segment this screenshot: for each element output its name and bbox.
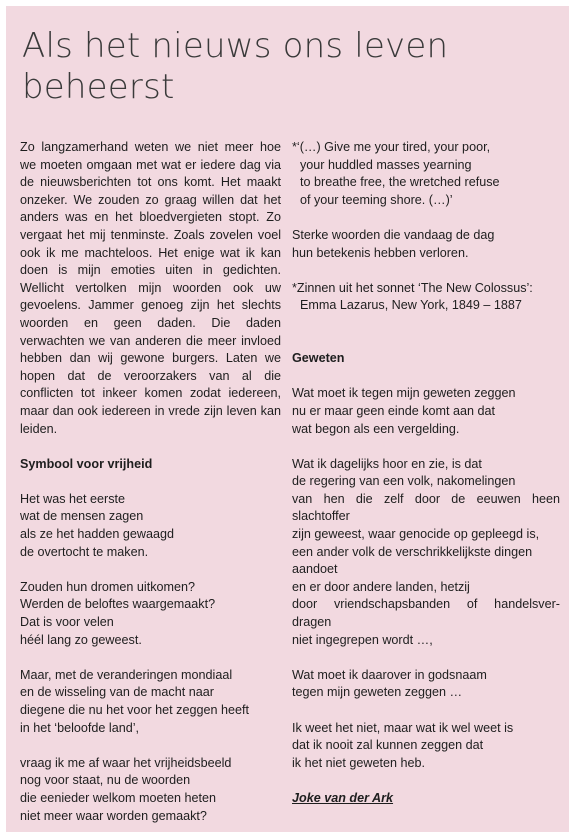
poem-line: vraag ik me af waar het vrijheidsbeeld <box>20 755 232 770</box>
footnote-line: Emma Lazarus, New York, 1849 – 1887 <box>300 298 522 313</box>
closing-line: hun betekenis hebben verloren. <box>292 245 469 260</box>
quote-line: your huddled masses yearning <box>300 157 472 172</box>
poem1-stanza3 <box>20 667 281 737</box>
author-signature: Joke van der Ark <box>292 790 394 805</box>
poem-title-symbool: Symbool voor vrijheid <box>20 456 153 471</box>
right-column <box>292 139 560 808</box>
poem-title-geweten: Geweten <box>292 351 345 366</box>
article-page <box>6 6 569 832</box>
footnote-line: *Zinnen uit het sonnet ‘The New Colossus’: <box>292 280 533 295</box>
poem1-stanza1 <box>20 491 281 561</box>
poem-line: de regering van een volk, nakomelingen <box>292 474 516 489</box>
poem-line: Wat moet ik tegen mijn geweten zeggen <box>292 386 516 401</box>
poem-line: dragen <box>292 615 332 630</box>
poem1-stanza4 <box>20 755 281 825</box>
poem2-stanza1 <box>292 385 560 438</box>
poem2-stanza3 <box>292 667 560 702</box>
colossus-quote <box>292 139 560 209</box>
poem-line: door vriendschapsbanden of handelsver- <box>292 597 560 612</box>
poem-line: een ander volk de verschrikkelijkste dingen <box>292 544 533 559</box>
poem-line: en de wisseling van de macht naar <box>20 685 214 700</box>
poem-line: als ze het hadden gewaagd <box>20 527 175 542</box>
poem-line: dat ik nooit zal kunnen zeggen dat <box>292 738 484 753</box>
left-column <box>20 139 281 825</box>
poem-line: Werden de beloftes waargemaakt? <box>20 597 216 612</box>
poem-line: Zouden hun dromen uitkomen? <box>20 579 196 594</box>
poem2-stanza2 <box>292 456 560 650</box>
quote-line: of your teeming shore. (…)’ <box>300 192 453 207</box>
poem-line: diegene die nu het voor het zeggen heeft <box>20 703 249 717</box>
quote-line: *‘(…) Give me your tired, your poor, <box>292 140 491 154</box>
poem-line: Het was het eerste <box>20 491 125 506</box>
poem-line: zijn geweest, waar genocide op gepleegd is, <box>292 527 540 542</box>
poem-line: ik het niet geweten heb. <box>292 755 426 770</box>
quote-line: to breathe free, the wretched refuse <box>300 175 500 190</box>
closing-line: Sterke woorden die vandaag de dag <box>292 227 495 242</box>
poem-line: niet meer waar worden gemaakt? <box>20 808 207 823</box>
poem-line: Maar, met de veranderingen mondiaal <box>20 667 233 682</box>
poem-line: wat begon als een vergelding. <box>292 421 460 436</box>
poem-line: Wat moet ik daarover in godsnaam <box>292 667 487 682</box>
poem-line: die eenieder welkom moeten heten <box>20 790 217 805</box>
poem-line: Wat ik dagelijks hoor en zie, is dat <box>292 456 482 471</box>
poem-line: de overtocht te maken. <box>20 544 149 559</box>
poem-line: wat de mensen zagen <box>20 509 144 524</box>
footnote <box>292 280 560 315</box>
poem-line: Dat is voor velen <box>20 615 114 630</box>
poem-line: niet ingegrepen wordt …, <box>292 632 433 647</box>
article-title: Als het nieuws ons leven beheerst <box>22 26 449 107</box>
poem-line: en er door andere landen, hetzij <box>292 579 470 594</box>
poem-line: nu er maar geen einde komt aan dat <box>292 403 496 418</box>
poem-line: Ik weet het niet, maar wat ik wel weet is <box>292 720 514 735</box>
poem-line: van hen die zelf door de eeuwen heen <box>292 491 560 506</box>
poem-line: aandoet <box>292 562 338 577</box>
poem-line: héél lang zo geweest. <box>20 632 142 647</box>
quote-closing <box>292 227 560 262</box>
poem-line: nog voor staat, nu de woorden <box>20 773 191 788</box>
poem-line: tegen mijn geweten zeggen … <box>292 685 463 700</box>
poem2-stanza4 <box>292 720 560 773</box>
poem-line: slachtoffer <box>292 509 350 524</box>
intro-paragraph: Zo langzamerhand weten we niet meer hoe we moeten omgaan met wat er iedere dag via de nieuwsberichten tot ons komt. Het maakt onzeker. We zouden zo graag willen dat het anders was en het bloedvergieten stopt. Zo vergaat het mij tenminste. Zoals zovelen voel ook ik me machteloos. Het enige wat ik kan doen is mijn emoties uiten in gedichten. Wellicht vertolken mijn woorden ook uw gevoelens. Jammer genoeg zijn het slechts woorden en geen daden. Die daden verwachten we van anderen die meer invloed hebben dan wij gewone burgers. Laten we hopen dat de veroorzakers van al die conflicten tot inkeer komen zodat iedereen, maar dan ook iedereen in vrede zijn leven kan leiden. <box>20 140 281 436</box>
poem-line: in het ‘beloofde land’, <box>20 720 140 735</box>
poem1-stanza2 <box>20 579 281 649</box>
